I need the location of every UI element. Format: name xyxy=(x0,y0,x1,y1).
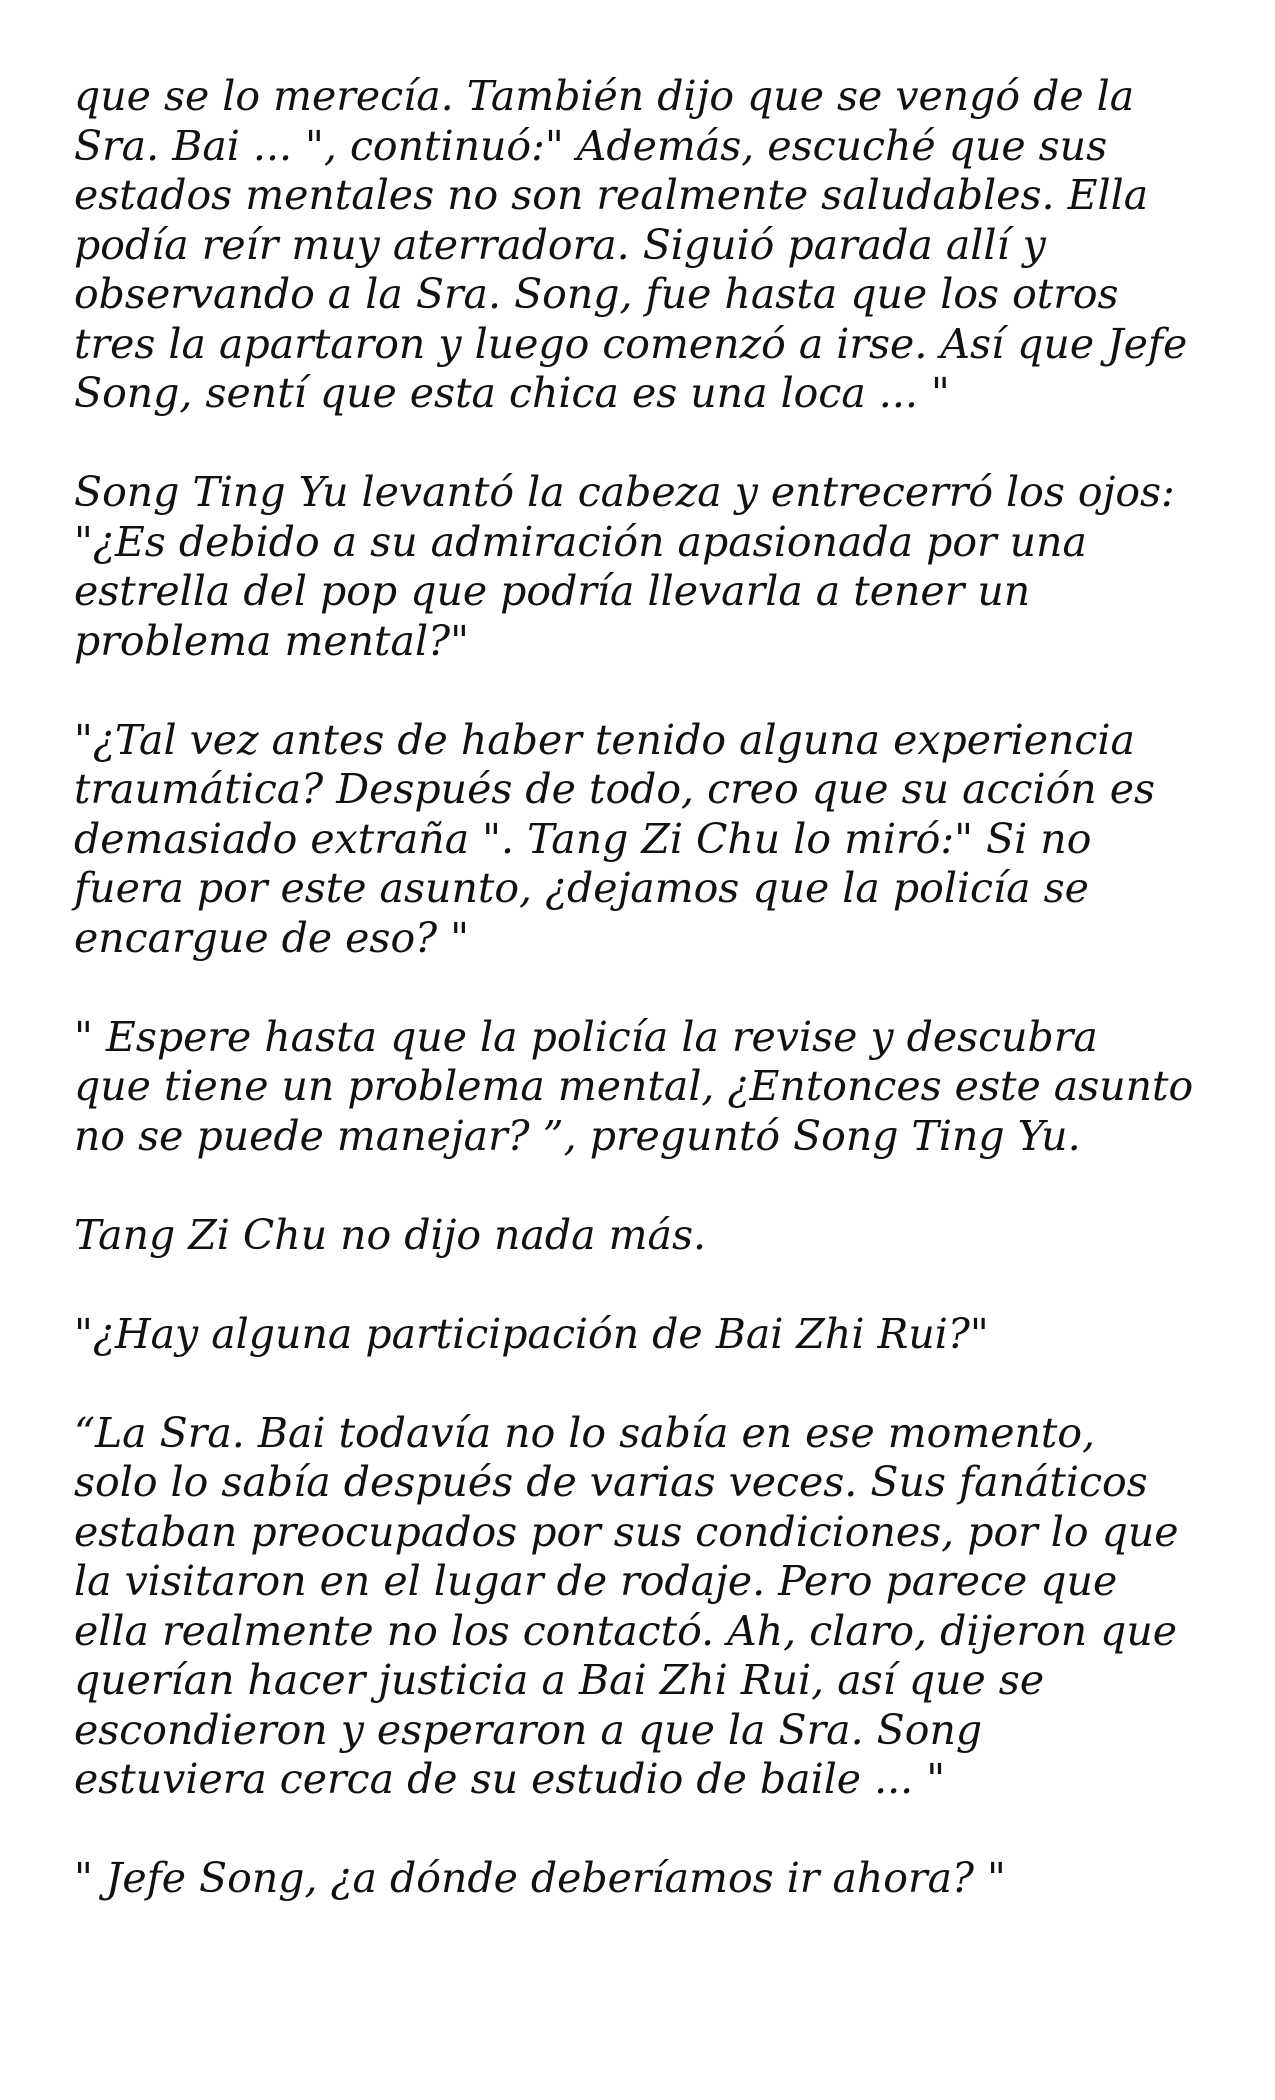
text-line: demasiado extraña ". Tang Zi Chu lo miró:" Si no xyxy=(74,814,1092,863)
text-line: " Espere hasta que la policía la revise y descubra xyxy=(74,1012,1098,1061)
text-line: fuera por este asunto, ¿dejamos que la policía se xyxy=(74,864,1089,912)
paragraph-4 xyxy=(74,1013,1234,1162)
text-line: observando a la Sra. Song, fue hasta que los otros xyxy=(74,270,1119,318)
paragraph-6 xyxy=(74,1310,1234,1360)
text-line: ella realmente no los contactó. Ah, claro, dijeron que xyxy=(74,1606,1178,1655)
text-line: encargue de eso? " xyxy=(74,913,470,962)
text-line: solo lo sabía después de varias veces. Sus fanáticos xyxy=(74,1458,1148,1506)
text-line: "¿Tal vez antes de haber tenido alguna experiencia xyxy=(74,715,1135,764)
text-line: estrella del pop que podría llevarla a tener un xyxy=(74,567,1031,615)
text-line: estaban preocupados por sus condiciones, por lo que xyxy=(74,1507,1179,1556)
text-line: escondieron y esperaron a que la Sra. Song xyxy=(74,1705,983,1754)
story-text xyxy=(74,72,1234,1953)
text-line: no se puede manejar? ”, preguntó Song Ting Yu. xyxy=(74,1111,1081,1160)
text-line: estados mentales no son realmente saludables. Ella xyxy=(74,171,1149,219)
text-line: estuviera cerca de su estudio de baile ... " xyxy=(74,1755,946,1803)
text-line: Tang Zi Chu no dijo nada más. xyxy=(74,1210,707,1259)
text-line: Sra. Bai ... ", continuó:" Además, escuché que sus xyxy=(74,121,1108,170)
text-line: Song, sentí que esta chica es una loca ... " xyxy=(74,369,950,417)
paragraph-3 xyxy=(74,716,1234,964)
text-line: "¿Es debido a su admiración apasionada por una xyxy=(74,517,1087,566)
text-line: podía reír muy aterradora. Siguió parada allí y xyxy=(74,220,1046,269)
text-line: Song Ting Yu levantó la cabeza y entrecerró los ojos: xyxy=(74,468,1175,516)
text-line: "¿Hay alguna participación de Bai Zhi Rui?" xyxy=(74,1309,989,1358)
text-line: “La Sra. Bai todavía no lo sabía en ese momento, xyxy=(74,1408,1096,1457)
text-line: tres la apartaron y luego comenzó a irse. Así que Jefe xyxy=(74,319,1188,368)
paragraph-8 xyxy=(74,1854,1234,1904)
paragraph-5 xyxy=(74,1211,1234,1261)
text-line: problema mental?" xyxy=(74,616,469,665)
text-line: que se lo merecía. También dijo que se vengó de la xyxy=(74,72,1135,120)
paragraph-2 xyxy=(74,468,1234,666)
text-line: traumática? Después de todo, creo que su acción es xyxy=(74,765,1155,813)
paragraph-1 xyxy=(74,72,1234,419)
paragraph-7 xyxy=(74,1409,1234,1805)
text-line: " Jefe Song, ¿a dónde deberíamos ir ahora? " xyxy=(74,1854,1006,1902)
text-line: que tiene un problema mental, ¿Entonces este asunto xyxy=(74,1062,1194,1110)
text-line: querían hacer justicia a Bai Zhi Rui, así que se xyxy=(74,1656,1045,1704)
text-line: la visitaron en el lugar de rodaje. Pero parece que xyxy=(74,1557,1118,1605)
